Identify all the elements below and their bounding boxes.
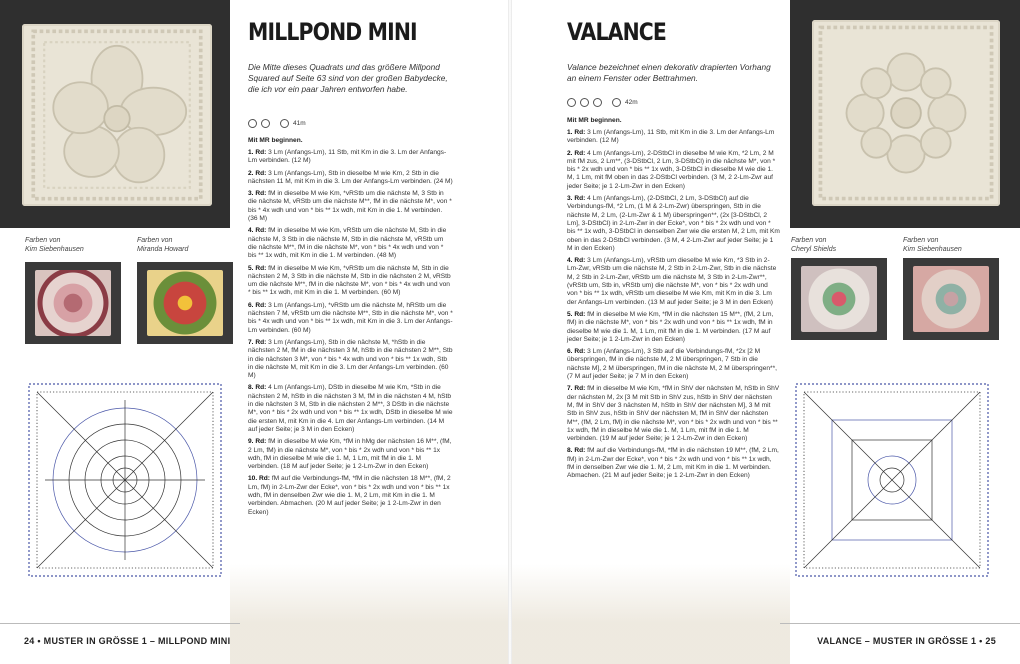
step-number: 3. Rd:	[248, 190, 267, 198]
credit-name: Miranda Howard	[137, 246, 189, 253]
crochet-chart-diagram	[25, 380, 225, 580]
step-text: 4 Lm (Anfangs-Lm), DStb in dieselbe M wie Km, *Stb in die nächsten 2 M, hStb in die nächsten 3 M, fM in die nächsten 4 M, hStb in die nächsten 3 M, Stb in die nächsten 2 M**, 3 DStb in die nächste M*, von * bis * 2x wdh und von * bis ** 1x wdh, DStb in dieselbe M wie die ersten M, mit Km in die 4. Lm der Anfangs-Lm verbinden. (14 M auf jeder Seite; je 3 M in den Ecken)	[248, 384, 453, 433]
pattern-step	[567, 447, 780, 480]
step-number: 1. Rd:	[567, 129, 586, 136]
page-title: MILLPOND MINI	[248, 18, 417, 46]
millpond-photo	[0, 0, 230, 228]
step-text: 3 Lm (Anfangs-Lm), *vRStb um die nächste M, hRStb um die nächsten 7 M, vRStb um die nächste M**, Stb in die nächste M*, von * bis * 4x wdh und von * bis ** 1x wdh, mit Km in die 3. Lm der Anfangs-Lm verbinden. (60 M)	[248, 301, 453, 334]
credit-label: Farben von	[25, 237, 61, 244]
step-text: fM auf die Verbindungs-fM, *fM in die nächsten 19 M**, (fM, 2 Lm, fM) in 2-Lm-Zwr der Ecke*, von * bis * 2x wdh und von * bis ** 1x wdh, fM in denselben Zwr wie die 1. M, 2 Lm, mit Km in die 1. M verbinden. Abmachen. (21 M auf jeder Seite; je 1 2-Lm-Zwr in den Ecken)	[567, 447, 779, 480]
pattern-steps	[567, 129, 780, 485]
step-text: 4 Lm (Anfangs-Lm), (2-DStbCl, 2 Lm, 3-DStbCl) auf die Verbindungs-fM, *2 Lm, (1 M & 2-Lm-Zwr) überspringen, Stb in die nächste M, 2 Lm, (2-Lm-Zwr & 1 M) überspringen**, (2x [3-DStbCl, 2 Lm], 3-DStbCl) in 2-Lm-Zwr in der Ecke*, von * bis * 2x wdh und von * bis ** 1x wdh, 3-DStbCl in denselben Zwr wie die ersten M, 2 Lm, mit Km oben in das 2-DStbCl verbinden. (3 M, 4 2-Lm-Zwr auf jeder Seite; je 1 M in den Ecken)	[567, 195, 780, 252]
pattern-step	[567, 385, 780, 443]
intro-text: Valance bezeichnet einen dekorativ drapierten Vorhang an einem Fenster oder Bettrahmen.	[567, 62, 771, 83]
millpond-crochet-chart	[25, 380, 225, 580]
step-text: 3 Lm (Anfangs-Lm), Stb in die nächste M, *hStb in die nächsten 2 M, fM in die nächsten 3 M, hStb in die nächsten 2 M**, Stb in die nächsten 3 M*, von * bis * 4x wdh und von * bis ** 1x wdh, Stb in die nächste M, mit Km in die 3. Lm der Anfangs-Lm verbinden. (60 M)	[248, 338, 453, 380]
pattern-step	[248, 170, 453, 187]
page-title: VALANCE	[567, 18, 667, 46]
step-text: 3 Lm (Anfangs-Lm), Stb in dieselbe M wie Km, 2 Stb in die nächsten 11 M, mit Km in die 3. Lm der Anfangs-Lm verbinden. (24 M)	[248, 169, 453, 185]
yarn-ball-icon	[593, 98, 602, 107]
step-number: 6. Rd:	[567, 348, 586, 356]
step-text: fM in dieselbe M wie Km, vRStb um die nächste M, Stb in die nächste M, 3 Stb in die nächste M, Stb in die nächste M, vRStb um die nächste M**, fM in die nächste M*, von * bis * 4x wdh und von * bis ** 1x wdh, mit Km in die 1. M verbinden. (48 M)	[248, 227, 447, 260]
pattern-step	[248, 302, 453, 335]
step-text: fM in dieselbe M wie Km, *vRStb um die nächste M, Stb in die nächsten 2 M, 3 Stb in die nächste M, Stb in die nächsten 2 M, vRStb um die nächste M**, fM in die nächste M*, von * bis * 4x wdh und von * bis ** 1x wdh, mit Km in die 1. M verbinden. (60 M)	[248, 264, 451, 297]
credit-name: Kim Siebenhausen	[25, 246, 84, 253]
valance-crochet-chart	[792, 380, 992, 580]
pattern-step	[248, 438, 453, 471]
step-number: 7. Rd:	[567, 385, 586, 393]
pattern-step	[248, 475, 453, 516]
step-number: 4. Rd:	[567, 257, 586, 265]
step-number: 9. Rd:	[248, 438, 267, 446]
yarn-length-icon	[280, 119, 289, 128]
flower-square-illustration	[22, 24, 212, 206]
step-number: 5. Rd:	[248, 264, 267, 272]
step-number: 5. Rd:	[567, 310, 586, 318]
valance-photo	[790, 0, 1020, 228]
step-text: 3 Lm (Anfangs-Lm), 11 Stb, mit Km in die 3. Lm der Anfangs-Lm verbinden. (12 M)	[567, 129, 775, 145]
step-text: 3 Lm (Anfangs-Lm), vRStb um dieselbe M wie Km, *3 Stb in 2-Lm-Zwr, vRStb um die nächste M, 2 Stb in 2-Lm-Zwr, Stb in die nächste M, 2 Stb in 2-Lm-Zwr, vRStb um die nächste M, 3 Stb in 2-Lm-Zwr**, (vRStb um, Stb in, vRStb um) die nächste M*, von * bis * 2x wdh und von * bis ** 1x wdh, vRStb um dieselbe M wie Km, mit Km in die 3. Lm der Anfangs-Lm verbinden. (13 M auf jeder Seite; je 3 M in den Ecken)	[567, 257, 777, 306]
credit-label: Farben von	[791, 237, 827, 244]
step-text: fM in dieselbe M wie Km, *fM in die nächsten 15 M**, (fM, 2 Lm, fM) in die nächste M*, von * bis * 2x wdh und von * bis ** 1x wdh, fM in dieselbe M wie die 1. M, 1 Lm, mit fM in die 1. M verbinden. (17 M auf jeder Seite; je 1 2-Lm-Zwr in den Ecken)	[567, 310, 774, 343]
pattern-step	[248, 190, 453, 223]
step-number: 4. Rd:	[248, 227, 267, 235]
pattern-step	[567, 257, 780, 307]
colorway-swatch-1	[25, 262, 121, 344]
intro-text: Die Mitte dieses Quadrats und das größere Millpond Squared auf Seite 63 sind von der großen Babydecke, die ich vor ein paar Jahren entworfen habe.	[248, 62, 448, 94]
pattern-step	[567, 150, 780, 191]
credit-right-1	[791, 236, 836, 254]
step-number: 2. Rd:	[567, 149, 586, 157]
yarn-ball-icon	[580, 98, 589, 107]
yarn-amount: 42m	[625, 99, 638, 106]
page-footer: 24 • MUSTER IN GRÖSSE 1 – MILLPOND MINI	[24, 636, 231, 646]
step-text: fM auf die Verbindungs-fM, *fM in die nächsten 18 M**, (fM, 2 Lm, fM) in 2-Lm-Zwr der Ecke*, von * bis * 2x wdh und von * bis ** 1x wdh, fM in denselben Zwr wie die 1. M, 2 Lm, mit Km in die 1. M verbinden. Abmachen. (20 M auf jeder Seite; je 1 2-Lm-Zwr in den Ecken)	[248, 475, 451, 516]
credit-name: Cheryl Shields	[791, 246, 837, 253]
credit-left-2	[137, 236, 188, 254]
yarn-ball-icon	[567, 98, 576, 107]
valance-square-illustration	[812, 20, 1000, 206]
colorway-swatch-2	[137, 262, 233, 344]
mini-square-image	[801, 266, 877, 332]
pattern-steps	[248, 149, 453, 521]
valance-square-image	[812, 20, 1000, 206]
mini-square-image	[35, 270, 111, 336]
step-number: 6. Rd:	[248, 301, 267, 309]
start-instruction: Mit MR beginnen.	[248, 137, 303, 144]
yarn-length-icon	[612, 98, 621, 107]
step-number: 8. Rd:	[248, 384, 267, 392]
fabric-decoration	[230, 564, 510, 664]
pattern-step	[567, 129, 780, 146]
step-number: 1. Rd:	[248, 149, 267, 156]
credit-name: Kim Siebenhausen	[903, 246, 962, 253]
credit-right-2	[903, 236, 962, 254]
yarn-requirement	[567, 98, 638, 107]
book-gutter	[508, 0, 512, 664]
yarn-ball-icon	[248, 119, 257, 128]
pattern-step	[248, 149, 453, 166]
page-footer: VALANCE – MUSTER IN GRÖSSE 1 • 25	[817, 636, 996, 646]
step-text: fM in dieselbe M wie Km, *fM in hMg der nächsten 16 M**, (fM, 2 Lm, fM) in die nächste M*, von * bis * 2x wdh und von * bis ** 1x wdh, fM in dieselbe M wie die 1. M, 1 Lm, mit fM in die 1. M verbinden. (18 M auf jeder Seite; je 1 2-Lm-Zwr in den Ecken)	[248, 438, 452, 471]
start-instruction: Mit MR beginnen.	[567, 117, 622, 124]
yarn-requirement	[248, 119, 306, 128]
colorway-swatch-3	[791, 258, 887, 340]
crochet-chart-diagram	[792, 380, 992, 580]
pattern-step	[567, 348, 780, 381]
step-text: 3 Lm (Anfangs-Lm), 3 Stb auf die Verbindungs-fM, *2x [2 M überspringen, fM in die nächste M, 2 M überspringen, 7 Stb in die nächste M], 2 M überspringen, fM in die nächste M, 2 M überspringen**, (7 M auf jeder Seite; je 7 M in den Ecken)	[567, 348, 778, 381]
yarn-ball-icon	[261, 119, 270, 128]
pattern-step	[248, 265, 453, 298]
pattern-step	[248, 384, 453, 434]
yarn-amount: 41m	[293, 120, 306, 127]
step-number: 3. Rd:	[567, 195, 586, 203]
pattern-step	[567, 311, 780, 344]
pattern-step	[567, 195, 780, 253]
fabric-decoration	[510, 564, 790, 664]
step-text: fM in dieselbe M wie Km, *vRStb um die nächste M, 3 Stb in die nächste M, vRStb um die nächste M**, fM in die nächste M*, von * bis * 4x wdh und von * bis ** 1x wdh, mit Km in die 1. M verbinden. (36 M)	[248, 190, 452, 223]
step-text: 3 Lm (Anfangs-Lm), 11 Stb, mit Km in die 3. Lm der Anfangs-Lm verbinden. (12 M)	[248, 149, 447, 165]
credit-label: Farben von	[137, 237, 173, 244]
pattern-step	[248, 227, 453, 260]
credit-label: Farben von	[903, 237, 939, 244]
mini-square-image	[147, 270, 223, 336]
step-number: 7. Rd:	[248, 338, 267, 346]
footer-rule	[780, 623, 1020, 624]
step-number: 10. Rd:	[248, 475, 270, 483]
mini-square-image	[913, 266, 989, 332]
step-number: 8. Rd:	[567, 447, 586, 455]
pattern-step	[248, 339, 453, 380]
millpond-square-image	[22, 24, 212, 206]
step-text: 4 Lm (Anfangs-Lm), 2-DStbCl in dieselbe M wie Km, *2 Lm, 2 M mit fM zus, 2 Lm**, (3-DStbCl, 2 Lm, 3-DStbCl) in die nächste M*, von * bis * 2x wdh und von * bis ** 1x wdh, 3-DStbCl in dieselbe M wie die 1. M, 1 Lm, mit fM oben in das 2-DStbCl verbinden. (3 M, 2 2-Lm-Zwr auf jeder Seite; je 1 2-Lm-Zwr in den Ecken)	[567, 149, 776, 190]
footer-rule	[0, 623, 240, 624]
credit-left-1	[25, 236, 84, 254]
right-page	[510, 0, 1020, 664]
step-text: fM in dieselbe M wie Km, *fM in ShV der nächsten M, hStb in ShV der nächsten M, 2x [3 M mit Stb in ShV zus, hStb in ShV der nächsten M, fM in ShV der 3 nächsten M, hStb in ShV der nächsten M], 3 M mit Stb in ShV zus, hStb in ShV der nächsten M, fM in ShV der nächsten M**, (fM, 2 Lm, fM) in die nächste M*, von * bis * 2x wdh und von * bis ** 1x wdh, fM in dieselbe M wie die 1. M, 1 Lm, mit fM in die 1. M verbinden. (19 M auf jeder Seite; je 1 2-Lm-Zwr in den Ecken)	[567, 385, 780, 443]
step-number: 2. Rd:	[248, 169, 267, 177]
colorway-swatch-4	[903, 258, 999, 340]
